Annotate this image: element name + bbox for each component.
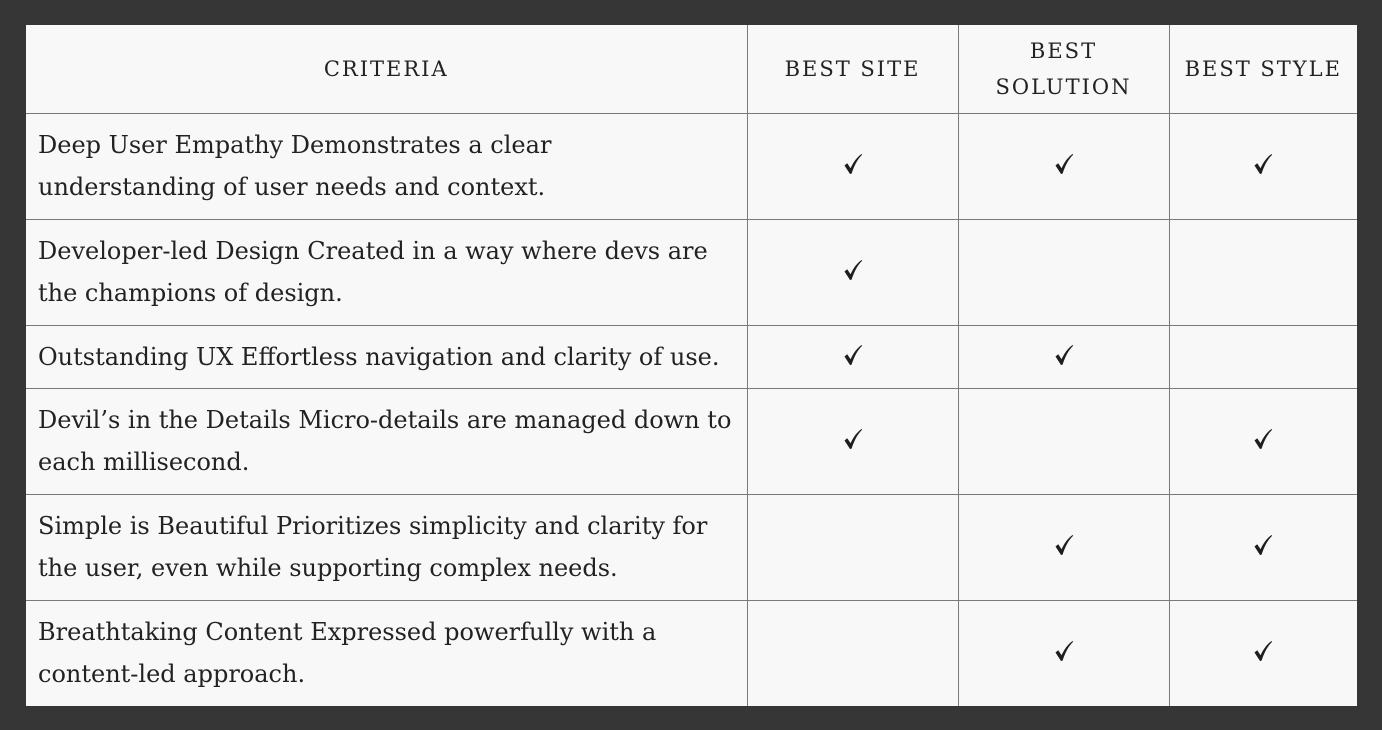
best-site-cell: [747, 495, 958, 601]
best-style-cell: [1169, 220, 1357, 326]
table-row: [26, 326, 1357, 389]
criteria-cell: Simple is Beautiful Prioritizes simplicity and clarity for the user, even while supporting complex needs.: [26, 495, 747, 601]
best-solution-cell: [958, 220, 1169, 326]
table-row: [26, 114, 1357, 220]
best-solution-cell: [958, 114, 1169, 220]
best-solution-cell: [958, 389, 1169, 495]
best-solution-cell: [958, 601, 1169, 707]
criteria-cell: Devil’s in the Details Micro-details are managed down to each millisecond.: [26, 389, 747, 495]
checkmark-icon: [843, 153, 863, 175]
best-site-cell: [747, 326, 958, 389]
table-row: [26, 601, 1357, 707]
criteria-table-container: [26, 25, 1357, 706]
checkmark-icon: [1253, 534, 1273, 556]
header-best-site: BEST SITE: [747, 25, 958, 114]
table-row: [26, 495, 1357, 601]
best-site-cell: [747, 220, 958, 326]
criteria-cell: Breathtaking Content Expressed powerfully with a content-led approach.: [26, 601, 747, 707]
best-style-cell: [1169, 601, 1357, 707]
best-style-cell: [1169, 389, 1357, 495]
checkmark-icon: [1054, 640, 1074, 662]
checkmark-icon: [1253, 640, 1273, 662]
checkmark-icon: [1253, 428, 1273, 450]
best-style-cell: [1169, 326, 1357, 389]
criteria-table: [26, 25, 1357, 706]
criteria-cell: Deep User Empathy Demonstrates a clear understanding of user needs and context.: [26, 114, 747, 220]
checkmark-icon: [1054, 534, 1074, 556]
best-site-cell: [747, 114, 958, 220]
criteria-cell: Outstanding UX Effortless navigation and clarity of use.: [26, 326, 747, 389]
table-row: [26, 220, 1357, 326]
checkmark-icon: [1253, 153, 1273, 175]
best-site-cell: [747, 389, 958, 495]
checkmark-icon: [1054, 344, 1074, 366]
checkmark-icon: [843, 428, 863, 450]
header-best-solution: BEST SOLUTION: [958, 25, 1169, 114]
table-header-row: [26, 25, 1357, 114]
checkmark-icon: [1054, 153, 1074, 175]
best-style-cell: [1169, 114, 1357, 220]
criteria-cell: Developer-led Design Created in a way where devs are the champions of design.: [26, 220, 747, 326]
header-criteria: CRITERIA: [26, 25, 747, 114]
best-style-cell: [1169, 495, 1357, 601]
best-site-cell: [747, 601, 958, 707]
best-solution-cell: [958, 326, 1169, 389]
checkmark-icon: [843, 344, 863, 366]
best-solution-cell: [958, 495, 1169, 601]
checkmark-icon: [843, 259, 863, 281]
table-row: [26, 389, 1357, 495]
header-best-style: BEST STYLE: [1169, 25, 1357, 114]
